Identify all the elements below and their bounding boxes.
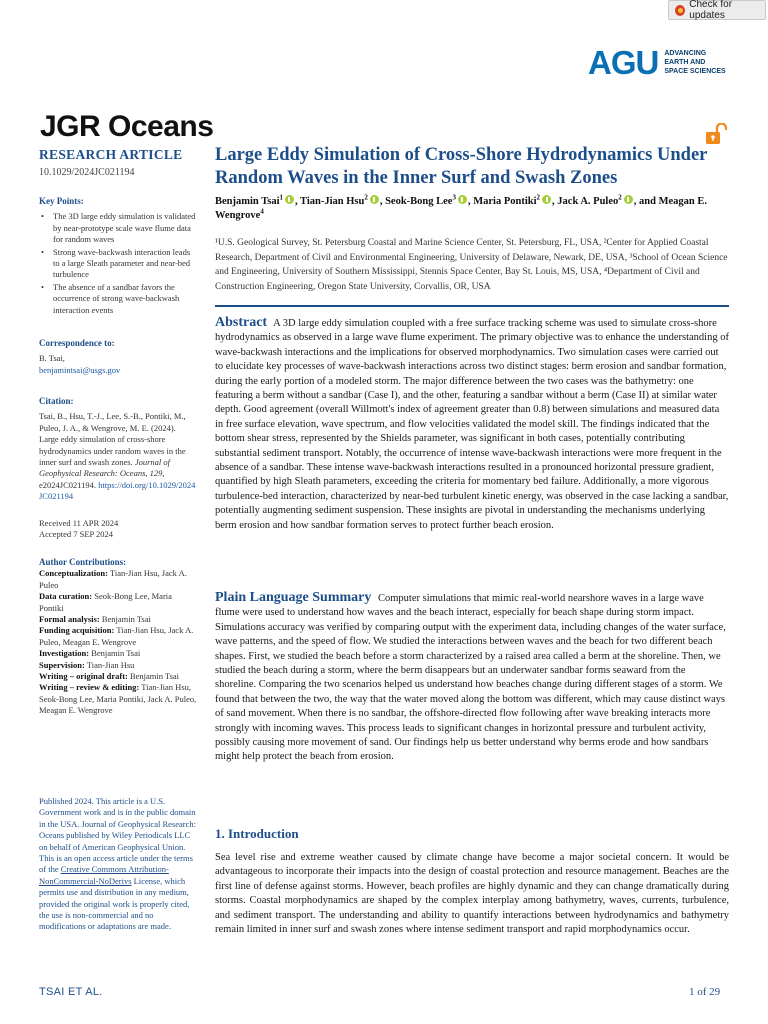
contrib-heading: Author Contributions:: [39, 557, 127, 567]
agu-logo-line: ADVANCING: [664, 49, 707, 57]
author-affil-number: 2: [364, 193, 368, 202]
correspondence: [39, 338, 197, 376]
article-doi: 10.1029/2024JC021194: [39, 167, 135, 178]
contrib-role: Formal analysis:: [39, 614, 100, 625]
received-date: Received 11 APR 2024: [39, 518, 119, 528]
pls-heading: Plain Language Summary: [215, 590, 372, 605]
contrib-entry: [39, 648, 197, 659]
contrib-role: Funding acquisition:: [39, 625, 115, 636]
pls-text: Computer simulations that mimic real-world nearshore waves in a large wave flume were used to understand how waves and the beach interact, especially for beach shape during storm impact. Simulations accuracy was verified by comparing output with the experiment data, including changes of the water surface, wave patterns, and the speed of flow. We studied the interactions between waves and the beach for two different beach shapes. First, we studied the beach before a storm characterized by a raised area called a berm at the shoreline. Then, we studied the beach during a storm, where the berm disappears but an underwater sandbar forms seaward from the shoreline. Comparing the two scenarios helped us understand how beaches change during different stages of a storm. We found that between the two, the way that the water moved along the bottom was different, which may cause distinct ways of sand movement. When there is no sandbar, the offshore-directed flow following after wave breaking interacts more strongly with incoming waves. This process leads to significant changes in horizontal pressure and turbulent activity, possibly causing more movement of sand. Our findings help us better understand why berms erode and how sandbars might help protect the beach from erosion.: [215, 593, 726, 763]
license-link[interactable]: Creative Commons Attribution-NonCommercial-NoDerivs: [39, 864, 169, 886]
introduction-heading: 1. Introduction: [215, 826, 299, 841]
orcid-icon[interactable]: [624, 195, 633, 204]
check-for-updates-button[interactable]: [668, 0, 766, 20]
author-name[interactable]: Tian-Jian Hsu: [300, 196, 365, 207]
citation-id: e2024JC021194.: [39, 479, 97, 490]
correspondence-heading: Correspondence to:: [39, 338, 115, 348]
agu-logo: [588, 44, 733, 80]
citation-block: [39, 411, 197, 502]
contrib-entry: [39, 614, 197, 625]
license-text-part: License, which permits use and distribution in any medium, provided the original work is properly cited, the use is non-commercial and no modifications or adaptations are made.: [39, 875, 190, 932]
plain-language-summary: [215, 591, 729, 765]
author-affil-number: 2: [536, 193, 541, 202]
abstract: [215, 316, 729, 533]
citation: [39, 396, 197, 503]
agu-logo-words: [664, 49, 725, 76]
key-point: • The 3D large eddy simulation is validated by near-prototype scale wave flume data for random waves: [39, 211, 197, 245]
affiliations: ¹U.S. Geological Survey, St. Petersburg Coastal and Marine Science Center, St. Petersburg, FL, USA, ²Center for Applied Coastal Research, Department of Civil and Environmental Engineering, University of Delaware, Newark, DE, USA, ³School of Ocean Science and Engineering, University of Southern Mississippi, Stennis Space Center, Bay St. Louis, MS, USA, ⁴Department of Civil and Construction Engineering, Oregon State University, Corvallis, OR, USA: [215, 238, 728, 292]
contrib-role: Data curation:: [39, 591, 93, 602]
contrib-role: Writing – review & editing:: [39, 682, 140, 693]
contrib-names: Benjamin Tsai: [129, 671, 180, 682]
author-separator: ,: [467, 196, 474, 207]
contrib-entry: [39, 671, 197, 682]
abstract-text: A 3D large eddy simulation coupled with a free surface tracking scheme was used to simulate cross-shore hydrodynamics as observed in a large wave flume experiment. The primary objective was to enhance the understanding of wave-backwash interactions and the implications for observed morphodynamics. Two simulation cases were carried out to elucidate key processes of wave-backwash interactions across two distinct stages: berm erosion and sandbar formation, during the early portion of a modeled storm. The major difference between the two cases was the bathymetry: one featuring a berm without a sandbar (Case I), and the other, featuring a sandbar without a berm (Case II) at similar water depth. Good agreement (overall Willmott's index of agreement greater than 0.8) between simulations and measured data in free surface elevation, wave spectrum, and flow velocities validated the model skill. The findings indicated that the bottom shear stress, represented by the Shields parameter, was significant in both cases, potentially contributing substantial sediment transport. Notably, the occurrence of intense wave-backwash interactions were more frequent in the absence of a sandbar. These intense wave-backwash interactions resulted in a pronounced horizontal pressure gradient, quantified by high Sleath parameters, exceeding the criteria for momentary bed failure. Additionally, a more vigorous turbulence-bed interaction, characterized by near-bed turbulent kinetic energy, was observed in the case lacking a sandbar, potentially augmenting sediment suspension. These insights are pivotal in understanding the mechanisms underlying berm erosion and how sandbar formation serves to protect further beach erosion.: [215, 318, 729, 531]
orcid-icon[interactable]: [542, 195, 551, 204]
contrib-entry: [39, 591, 197, 614]
contrib-entry: [39, 660, 197, 671]
article-title: Large Eddy Simulation of Cross-Shore Hydrodynamics Under Random Waves in the Inner Surf and Swash Zones: [215, 145, 708, 188]
running-footer-authors: TSAI ET AL.: [39, 986, 103, 998]
key-point: • Strong wave-backwash interaction leads to a large Sleath parameter and near-bed turbulence: [39, 247, 197, 281]
accepted-date: Accepted 7 SEP 2024: [39, 529, 114, 540]
contrib-names: Benjamin Tsai: [101, 614, 151, 625]
dates: [39, 518, 197, 541]
check-for-updates-label: Check for updates: [689, 0, 733, 21]
author-name[interactable]: Seok-Bong Lee: [385, 196, 453, 207]
section-divider: [215, 305, 729, 307]
agu-logo-mark: AGU: [588, 43, 659, 81]
author-separator: ,: [552, 196, 558, 207]
license-text: Published 2024. This article is a U.S. Government work and is in the public domain in the USA. Journal of Geophysical Research: Oceans published by Wiley Periodicals LLC on behalf of American Geophysical Union.: [39, 796, 196, 852]
author-name[interactable]: Meagan E. Wengrove: [215, 196, 707, 221]
license-notice: [39, 796, 197, 933]
contrib-names: Tian-Jian Hsu, Jack A. Puleo: [39, 568, 187, 590]
crossmark-icon: [675, 5, 685, 16]
key-points: [39, 196, 197, 317]
contrib-role: Conceptualization:: [39, 568, 108, 579]
contrib-names: Tian-Jian Hsu, Jack A. Puleo, Meagan E. Wengrove: [39, 625, 194, 647]
key-point: • The absence of a sandbar favors the occurrence of strong wave-backwash interaction events: [39, 282, 197, 316]
contrib-role: Investigation:: [39, 648, 90, 659]
contrib-names: Tian-Jian Hsu: [86, 659, 135, 670]
citation-doi-link[interactable]: https://doi.org/10.1029/2024JC021194: [39, 479, 196, 502]
author-separator: ,: [379, 196, 386, 207]
article-type: RESEARCH ARTICLE: [39, 147, 183, 162]
key-points-list: [39, 211, 197, 316]
contrib-role: Supervision:: [39, 659, 85, 670]
citation-heading: Citation:: [39, 396, 74, 406]
agu-logo-line: EARTH AND: [664, 58, 706, 66]
correspondence-name: B. Tsai,: [39, 353, 65, 364]
page-number: 1 of 29: [689, 986, 721, 998]
license-text: [39, 853, 197, 933]
citation-text: Tsai, B., Hsu, T.-J., Lee, S.-B., Pontiki, M., Puleo, J. A., & Wengrove, M. E. (2024). Large eddy simulation of cross-shore hydrodynamics under random waves in the inner surf and swash zones.: [39, 411, 186, 468]
author-affil-number: 3: [452, 193, 456, 202]
author-separator: ,: [294, 196, 301, 207]
contrib-names: Benjamin Tsai: [91, 648, 141, 659]
license-text-part: This is an open access article under the terms of the: [39, 853, 193, 875]
author-affil-number: 4: [260, 207, 264, 216]
contrib-role: Writing – original draft:: [39, 671, 128, 682]
author-list: [215, 195, 735, 223]
author-separator: , and: [633, 196, 659, 207]
journal-name: JGR Oceans: [40, 110, 214, 143]
orcid-icon[interactable]: [370, 195, 379, 204]
introduction-text: Sea level rise and extreme weather caused by climate change have become a major societal concern. It would be advantageous to incorporate their impacts into the design of coastal protection and resource management. Beaches are the first line of defense against storms. However, beach profiles are highly dynamic and they can change dramatically during storms. Coastal morphodynamics are shaped by the complex interplay among bathymetry, waves, currents, turbulence, and sediment transport. The understanding and ability to quantify interactions between hydrodynamics and bathymetry remain limited in inner surf and swash zones where intense sediment transport and rapid morphodynamics occur.: [215, 852, 729, 936]
citation-journal: Journal of Geophysical Research: Oceans, 129,: [39, 457, 171, 479]
contrib-entry: [39, 682, 197, 716]
orcid-icon[interactable]: [458, 195, 467, 204]
orcid-icon[interactable]: [285, 195, 294, 204]
contrib-entry: [39, 625, 197, 648]
contrib-names: Seok-Bong Lee, Maria Pontiki: [39, 591, 172, 613]
contrib-entry: [39, 568, 197, 591]
abstract-heading: Abstract: [215, 315, 268, 330]
agu-logo-line: SPACE SCIENCES: [664, 67, 726, 75]
author-name[interactable]: Maria Pontiki: [473, 196, 537, 207]
author-contributions: [39, 557, 197, 717]
author-name[interactable]: Jack A. Puleo: [557, 196, 619, 207]
author-affil-number: 2: [618, 193, 622, 202]
author-name[interactable]: Benjamin Tsai: [215, 196, 280, 207]
author-affil-number: 1: [279, 193, 283, 202]
correspondence-email-link[interactable]: benjamintsai@usgs.gov: [39, 364, 121, 375]
contrib-names: Tian-Jian Hsu, Seok-Bong Lee, Maria Pontiki, Jack A. Puleo, Meagan E. Wengrove: [39, 682, 197, 716]
key-points-heading: Key Points:: [39, 196, 84, 206]
